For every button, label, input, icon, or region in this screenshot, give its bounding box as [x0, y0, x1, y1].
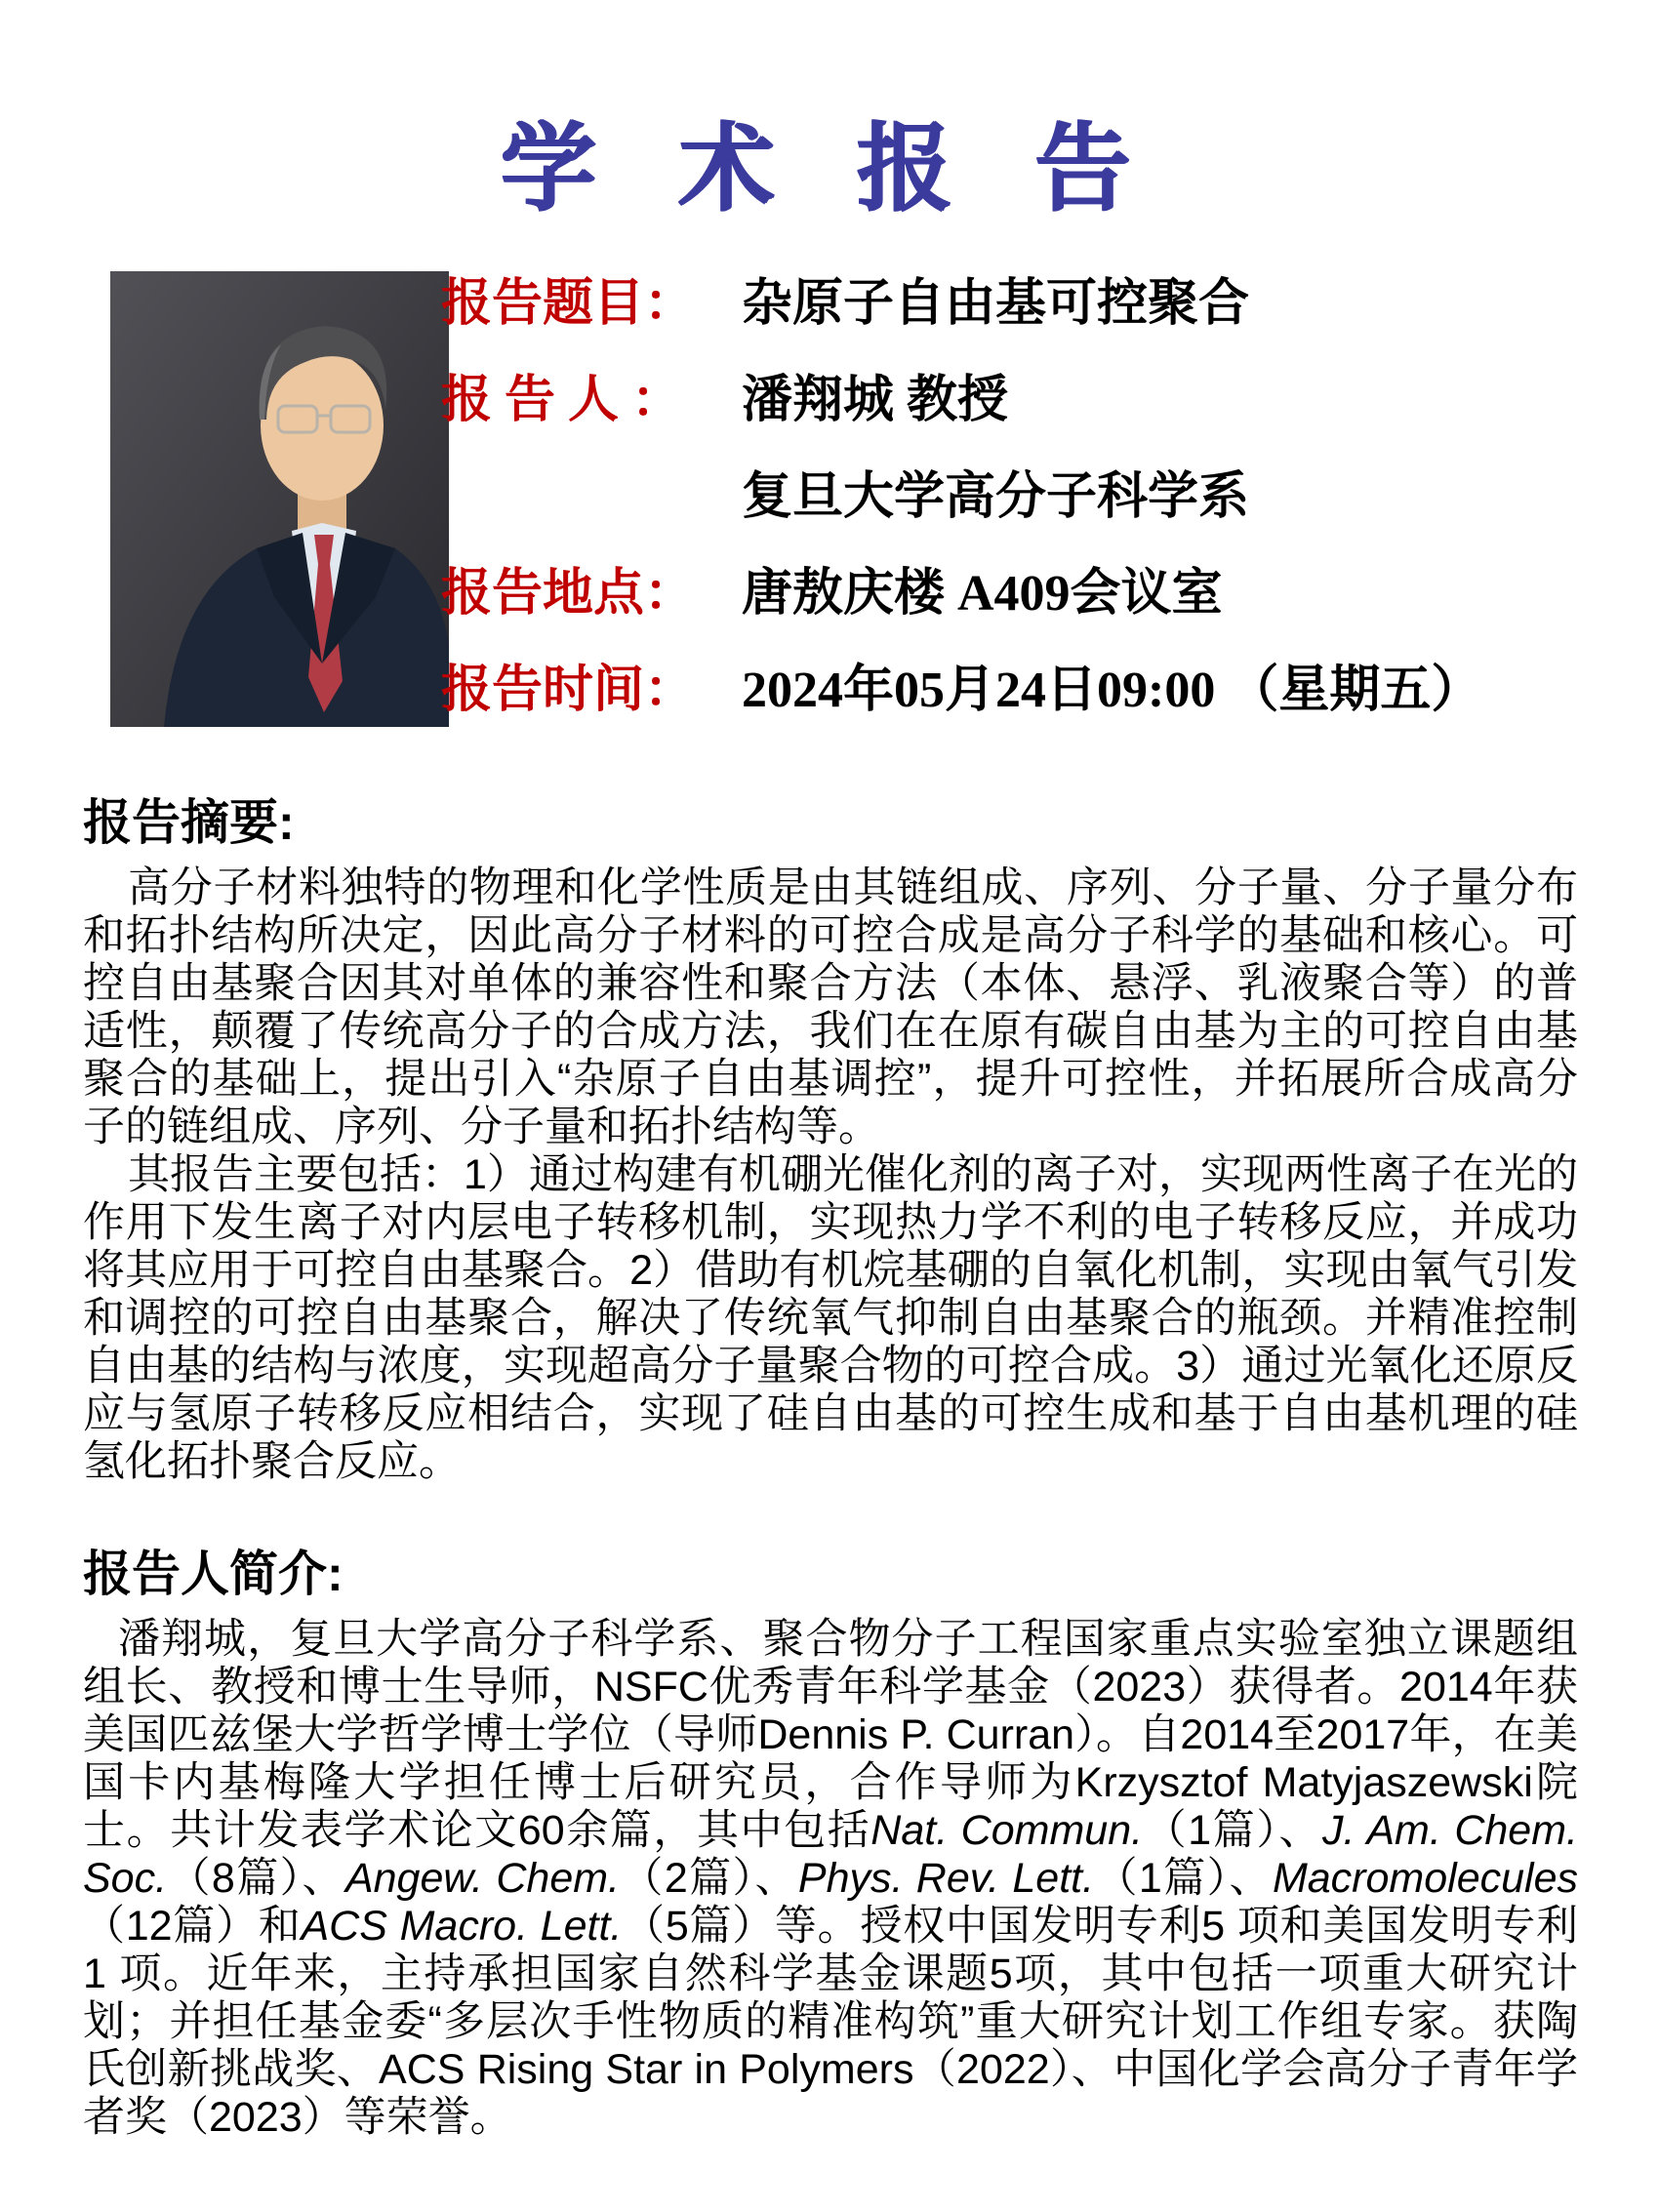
info-row-location [441, 567, 1600, 622]
bio-text-segment: （8篇）、 [167, 1855, 345, 1902]
page-title: 学 术 报 告 [500, 116, 1159, 222]
journal-name-italic: J. Am. Chem. Soc. [83, 1807, 1578, 1902]
journal-name-italic: Phys. Rev. Lett. [797, 1855, 1095, 1902]
bio-section [83, 1544, 1578, 2142]
topic-label: 报告题目： [441, 276, 696, 332]
journal-name-italic: Angew. Chem. [344, 1855, 620, 1902]
journal-name-italic: ACS Macro. Lett. [301, 1903, 623, 1950]
bio-paragraph [83, 1616, 1578, 2142]
bio-text-segment: （2篇）、 [620, 1855, 798, 1902]
bio-text-segment: （1篇）、 [1094, 1855, 1273, 1902]
bio-heading: 报告人简介: [83, 1547, 344, 1601]
info-row-speaker [441, 374, 1600, 428]
info-row-topic [441, 277, 1600, 332]
speaker-label: 报 告 人 ： [441, 373, 683, 428]
bio-text-segment: （12篇）和 [83, 1903, 302, 1950]
topic-value: 杂原子自由基可控聚合 [742, 276, 1250, 332]
speaker-value: 潘翔城 教授 [742, 373, 1009, 428]
location-label: 报告地点： [441, 566, 696, 622]
abstract-section [83, 792, 1578, 1486]
abstract-paragraph-1: 高分子材料独特的物理和化学性质是由其链组成、序列、分子量、分子量分布和拓扑结构所决定，因此高分子材料的可控合成是高分子科学的基础和核心。可控自由基聚合因其对单体的兼容性和聚合方法（本体、悬浮、乳液聚合等）的普适性，颠覆了传统高分子的合成方法，我们在在原有碳自由基为主的可控自由基聚合的基础上，提出引入“杂原子自由基调控”，提升可控性，并拓展所合成高分子的链组成、序列、分子量和拓扑结构等。 [83, 865, 1578, 1150]
abstract-paragraph-2: 其报告主要包括：1）通过构建有机硼光催化剂的离子对，实现两性离子在光的作用下发生离子对内层电子转移机制，实现热力学不利的电子转移反应，并成功将其应用于可控自由基聚合。2）借助有机烷基硼的自氧化机制，实现由氧气引发和调控的可控自由基聚合，解决了传统氧气抑制自由基聚合的瓶颈。并精准控制自由基的结构与浓度，实现超高分子量聚合物的可控合成。3）通过光氧化还原反应与氢原子转移反应相结合，实现了硅自由基的可控生成和基于自由基机理的硅氢化拓扑聚合反应。 [83, 1151, 1578, 1485]
bio-text-segment: 潘翔城，复旦大学高分子科学系、聚合物分子工程国家重点实验室独立课题组组长、教授和博士生导师，NSFC优秀青年科学基金（2023）获得者。2014年获美国匹兹堡大学哲学博士学位（导师Dennis P. Curran）。自2014至2017年，在美国卡内基梅隆大学担任博士后研究员，合作导师为Krzysztof Matyjaszewski院士。共计发表学术论文60余篇，其中包括 [83, 1616, 1578, 1854]
affiliation-value: 复旦大学高分子科学系 [742, 469, 1250, 525]
abstract-heading: 报告摘要: [83, 795, 295, 850]
location-value: 唐敖庆楼 A409会议室 [742, 566, 1223, 622]
seminar-info-block [441, 277, 1600, 760]
journal-name-italic: Macromolecules [1272, 1855, 1578, 1902]
info-row-affiliation [441, 470, 1600, 525]
bio-text-segment: （5篇）等。授权中国发明专利5 项和美国发明专利 1 项。近年来，主持承担国家自然科学基金课题5项，其中包括一项重大研究计划；并担任基金委“多层次手性物质的精准构筑”重大研究计划工作组专家。获陶氏创新挑战奖、ACS Rising Star in Polymers（2022）、中国化学会高分子青年学者奖（2023）等荣誉。 [83, 1903, 1578, 2141]
journal-name-italic: Nat. Commun. [870, 1807, 1144, 1854]
info-row-time [441, 664, 1600, 718]
speaker-photo [110, 271, 449, 727]
time-label: 报告时间： [441, 663, 696, 718]
person-portrait-illustration [110, 271, 449, 727]
time-value: 2024年05月24日09:00 （星期五） [742, 663, 1482, 718]
bio-text-segment: （1篇）、 [1143, 1807, 1322, 1854]
